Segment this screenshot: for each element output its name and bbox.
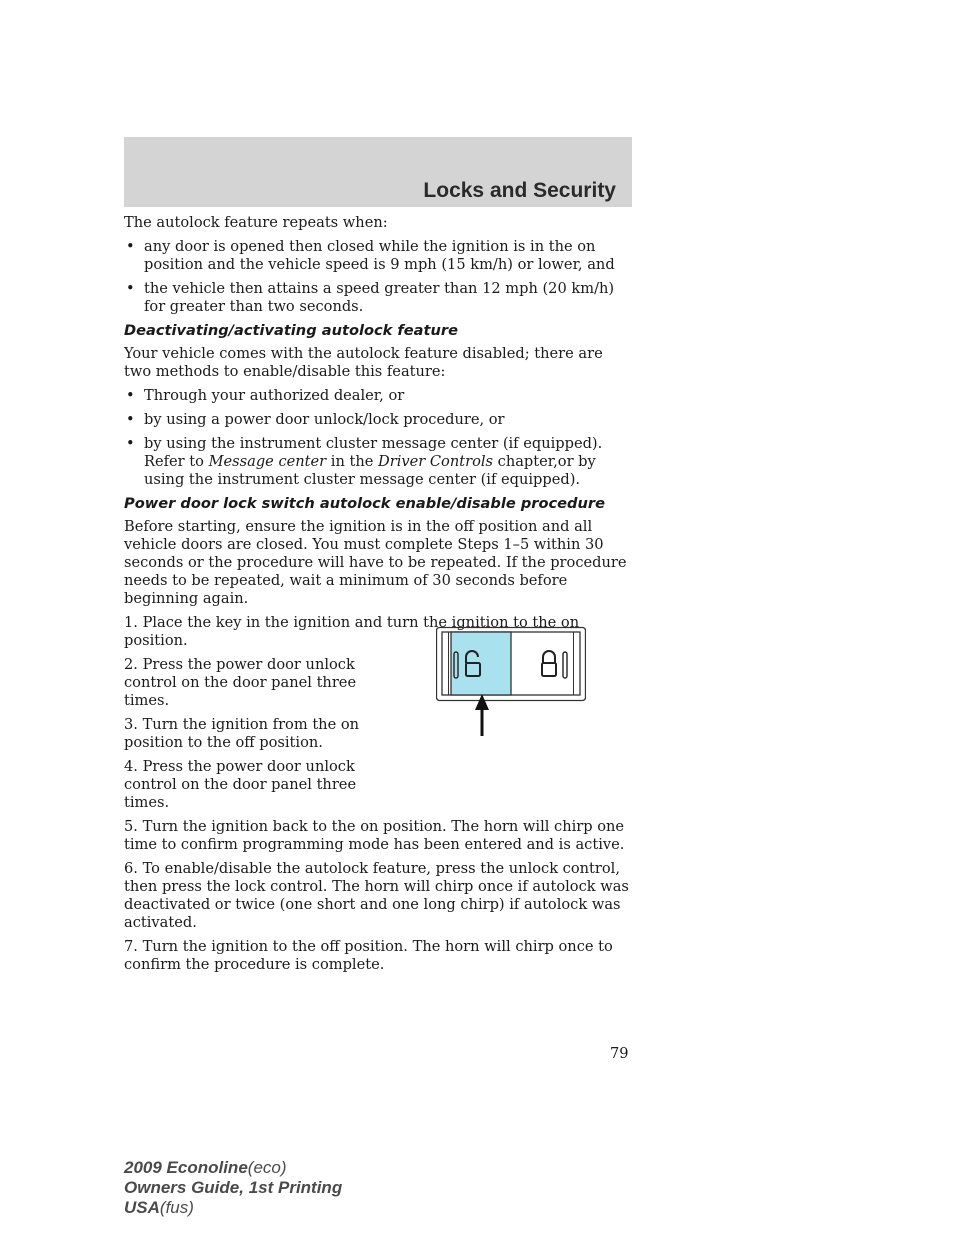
section-heading: Power door lock switch autolock enable/disable procedure xyxy=(124,495,605,512)
footer-line: USA(fus) xyxy=(124,1198,194,1217)
unlock-side-highlight xyxy=(451,632,511,695)
step: 1. Place the key in the ignition and turn the ignition to the on position. xyxy=(124,614,580,649)
door-lock-switch-illustration xyxy=(436,626,586,738)
step: 4. Press the power door unlock control on the door panel three times. xyxy=(124,758,357,811)
step: 3. Turn the ignition from the on position to the off position. xyxy=(124,716,360,751)
list-item: • any door is opened then closed while the ignition is in the on position and the vehicle speed is 9 mph (15 km/h) or lower, and xyxy=(126,238,615,273)
section-heading: Deactivating/activating autolock feature xyxy=(124,322,458,339)
cross-reference: Driver Controls xyxy=(378,453,494,470)
bullet-icon: • xyxy=(126,387,135,404)
step: 7. Turn the ignition to the off position. The horn will chirp once to confirm the procedure is complete. xyxy=(124,938,613,973)
step: 5. Turn the ignition back to the on position. The horn will chirp one time to confirm programming mode has been entered and is active. xyxy=(124,818,625,853)
step: 6. To enable/disable the autolock feature, press the unlock control, then press the lock control. The horn will chirp once if autolock was deactivated or twice (one short and one long chirp) if autolock was activated. xyxy=(124,860,629,931)
cross-reference: Message center xyxy=(208,453,327,470)
list-item: • by using a power door unlock/lock procedure, or xyxy=(126,411,505,428)
list-item: • Through your authorized dealer, or xyxy=(126,387,405,404)
step: 2. Press the power door unlock control on the door panel three times. xyxy=(124,656,357,709)
bullet-icon: • xyxy=(126,435,135,452)
paragraph: Your vehicle comes with the autolock feature disabled; there are two methods to enable/disable this feature: xyxy=(124,345,603,380)
bullet-icon: • xyxy=(126,411,135,428)
footer xyxy=(124,1158,342,1218)
page-number: 79 xyxy=(610,1045,629,1062)
footer-line: 2009 Econoline(eco) xyxy=(124,1158,287,1177)
bullet-icon: • xyxy=(126,280,135,297)
list-item: • the vehicle then attains a speed greater than 12 mph (20 km/h) for greater than two seconds. xyxy=(126,280,615,315)
paragraph: Before starting, ensure the ignition is in the off position and all vehicle doors are closed. You must complete Steps 1–5 within 30 seconds or the procedure will have to be repeated. If the procedure needs to be repeated, wait a minimum of 30 seconds before beginning again. xyxy=(124,518,627,607)
header-band xyxy=(124,137,632,207)
footer-line: Owners Guide, 1st Printing xyxy=(124,1178,343,1197)
intro-text: The autolock feature repeats when: xyxy=(124,214,388,231)
bullet-icon: • xyxy=(126,238,135,255)
lock-icon xyxy=(542,651,567,678)
page-content xyxy=(124,214,634,980)
list-item: • by using the instrument cluster message center (if equipped). Refer to Message center in the Driver Controls chapter,or by using the instrument cluster message center (if equipped). xyxy=(126,435,603,488)
page-title: Locks and Security xyxy=(423,179,616,202)
